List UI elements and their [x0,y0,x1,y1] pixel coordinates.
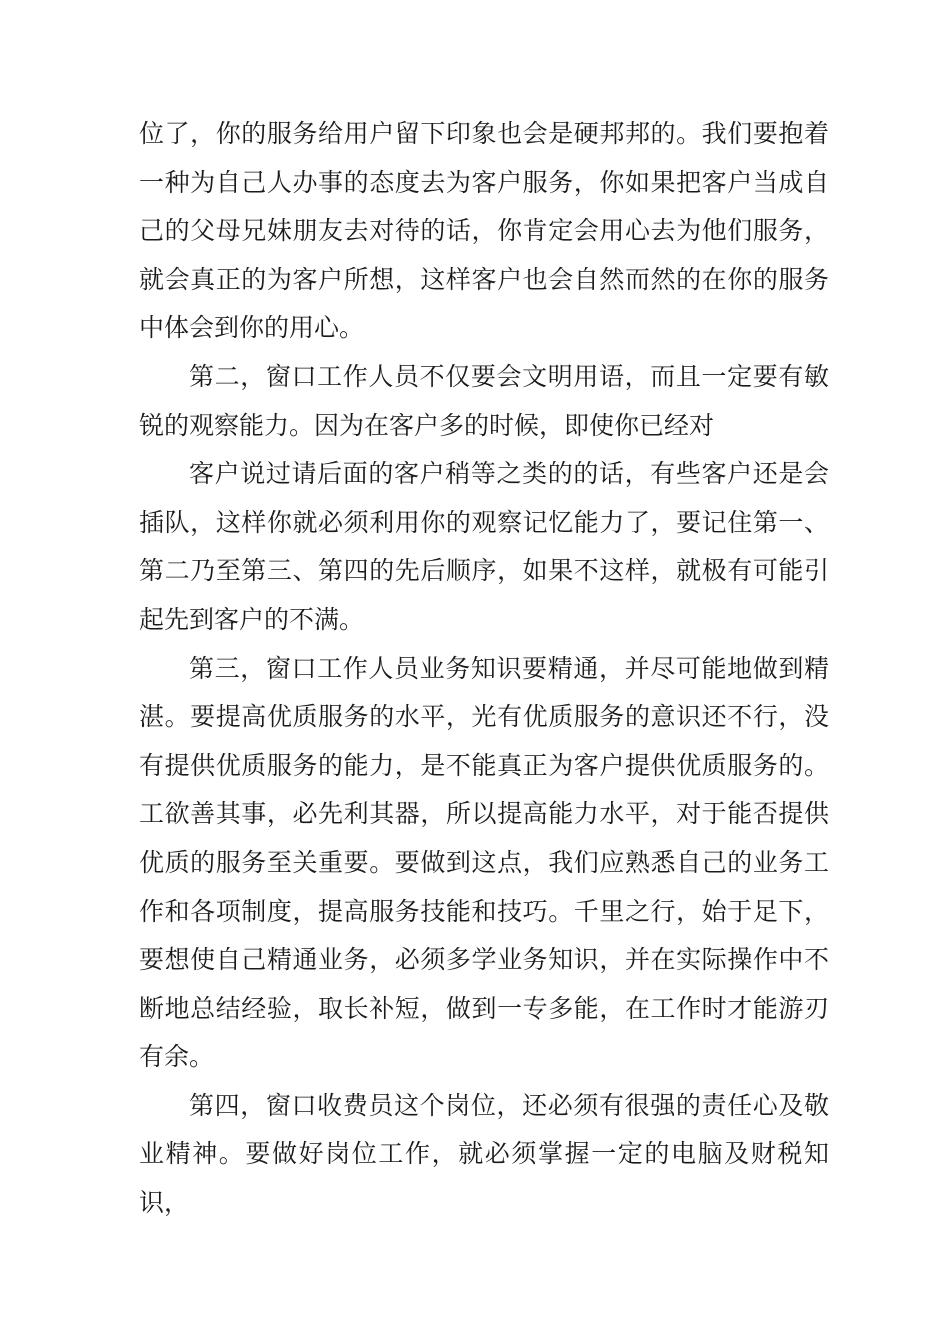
paragraph-2: 第二，窗口工作人员不仅要会文明用语，而且一定要有敏锐的观察能力。因为在客户多的时候，即使你已经对 [139,361,829,440]
document-body [139,110,829,1228]
paragraph-5: 第四，窗口收费员这个岗位，还必须有很强的责任心及敬业精神。要做好岗位工作，就必须掌握一定的电脑及财税知识， [139,1090,829,1218]
paragraph-1: 位了，你的服务给用户留下印象也会是硬邦邦的。我们要抱着一种为自己人办事的态度去为客户服务，你如果把客户当成自己的父母兄妹朋友去对待的话，你肯定会用心去为他们服务，就会真正的为客户所想，这样客户也会自然而然的在你的服务中体会到你的用心。 [139,119,829,343]
paragraph-3: 客户说过请后面的客户稍等之类的的话，有些客户还是会插队，这样你就必须利用你的观察记忆能力了，要记住第一、第二乃至第三、第四的先后顺序，如果不这样，就极有可能引起先到客户的不满。 [139,459,829,634]
paragraph-4: 第三，窗口工作人员业务知识要精通，并尽可能地做到精湛。要提高优质服务的水平，光有优质服务的意识还不行，没有提供优质服务的能力，是不能真正为客户提供优质服务的。工欲善其事，必先利其器，所以提高能力水平，对于能否提供优质的服务至关重要。要做到这点，我们应熟悉自己的业务工作和各项制度，提高服务技能和技巧。千里之行，始于足下，要想使自己精通业务，必须多学业务知识，并在实际操作中不断地总结经验，取长补短，做到一专多能，在工作时才能游刃有余。 [139,653,829,1072]
